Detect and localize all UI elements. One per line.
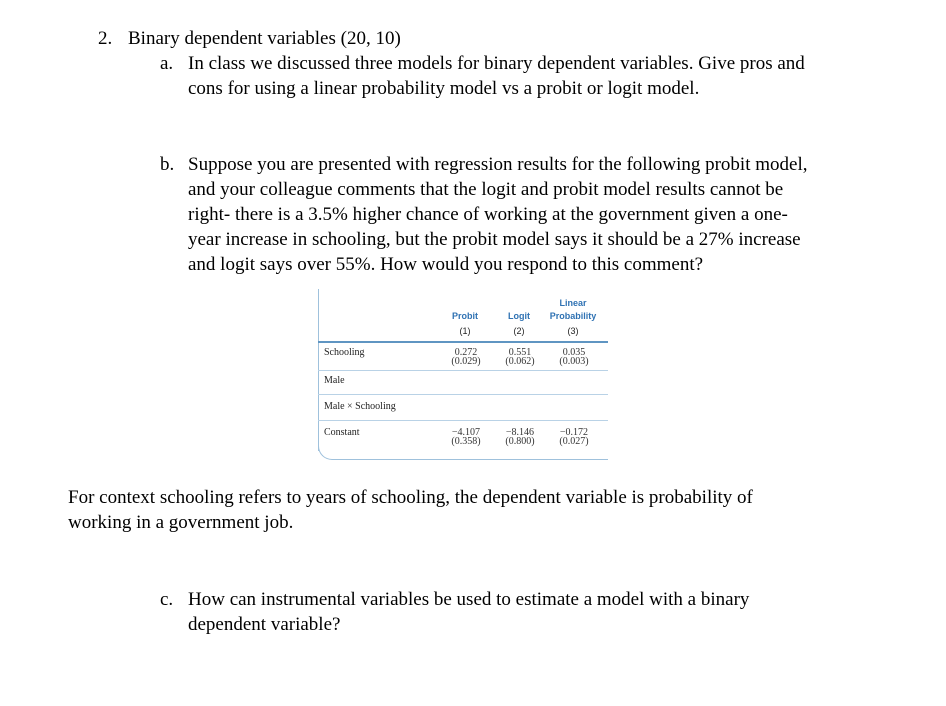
constant-coef-logit: −8.146 <box>505 427 535 438</box>
part-b-marker: b. <box>160 154 175 175</box>
table-bottom-border <box>340 459 608 460</box>
constant-se-logit: (0.800) <box>505 436 535 447</box>
header-separator <box>318 341 608 343</box>
col-1-number: (1) <box>459 326 471 336</box>
row-label-male: Male <box>324 375 345 386</box>
part-a-line-1: In class we discussed three models for binary dependent variables. Give pros and <box>188 53 805 74</box>
constant-se-lpm: (0.027) <box>559 436 589 447</box>
constant-coef-probit: −4.107 <box>451 427 481 438</box>
part-c-line-2: dependent variable? <box>188 614 341 635</box>
part-a-line-2: cons for using a linear probability model vs a probit or logit model. <box>188 78 700 99</box>
question-number: 2. <box>98 28 113 49</box>
part-b-line-1: Suppose you are presented with regression results for the following probit model, <box>188 154 808 175</box>
schooling-se-lpm: (0.003) <box>559 356 589 367</box>
schooling-coef-logit: 0.551 <box>508 347 532 358</box>
schooling-coef-probit: 0.272 <box>454 347 478 358</box>
constant-coef-lpm: −0.172 <box>559 427 589 438</box>
row-separator <box>318 420 608 421</box>
context-line-1: For context schooling refers to years of schooling, the dependent variable is probability of <box>68 487 753 508</box>
col-3-number: (3) <box>567 326 579 336</box>
context-line-2: working in a government job. <box>68 512 294 533</box>
schooling-coef-lpm: 0.035 <box>562 347 586 358</box>
part-a-marker: a. <box>160 53 174 74</box>
part-b-line-3: right- there is a 3.5% higher chance of working at the government given a one- <box>188 204 788 225</box>
col-3-header: Probability <box>549 311 597 321</box>
col-3-header-line1: Linear <box>559 298 587 308</box>
part-b-line-2: and your colleague comments that the logit and probit model results cannot be <box>188 179 784 200</box>
table-rounded-corner <box>318 439 343 460</box>
row-separator <box>318 370 608 371</box>
constant-se-probit: (0.358) <box>451 436 481 447</box>
col-2-number: (2) <box>513 326 525 336</box>
col-1-header: Probit <box>452 311 478 321</box>
row-separator <box>318 394 608 395</box>
row-label-schooling: Schooling <box>324 347 365 358</box>
row-label-male-x-schooling: Male × Schooling <box>324 401 396 412</box>
col-2-header: Logit <box>508 311 530 321</box>
part-b-line-4: year increase in schooling, but the probit model says it should be a 27% increase <box>188 229 801 250</box>
question-title: Binary dependent variables (20, 10) <box>128 28 401 49</box>
regression-table <box>318 289 608 460</box>
part-c-marker: c. <box>160 589 174 610</box>
part-c-line-1: How can instrumental variables be used to estimate a model with a binary <box>188 589 750 610</box>
row-label-constant: Constant <box>324 427 360 438</box>
part-b-line-5: and logit says over 55%. How would you respond to this comment? <box>188 254 704 275</box>
schooling-se-probit: (0.029) <box>451 356 481 367</box>
schooling-se-logit: (0.062) <box>505 356 535 367</box>
